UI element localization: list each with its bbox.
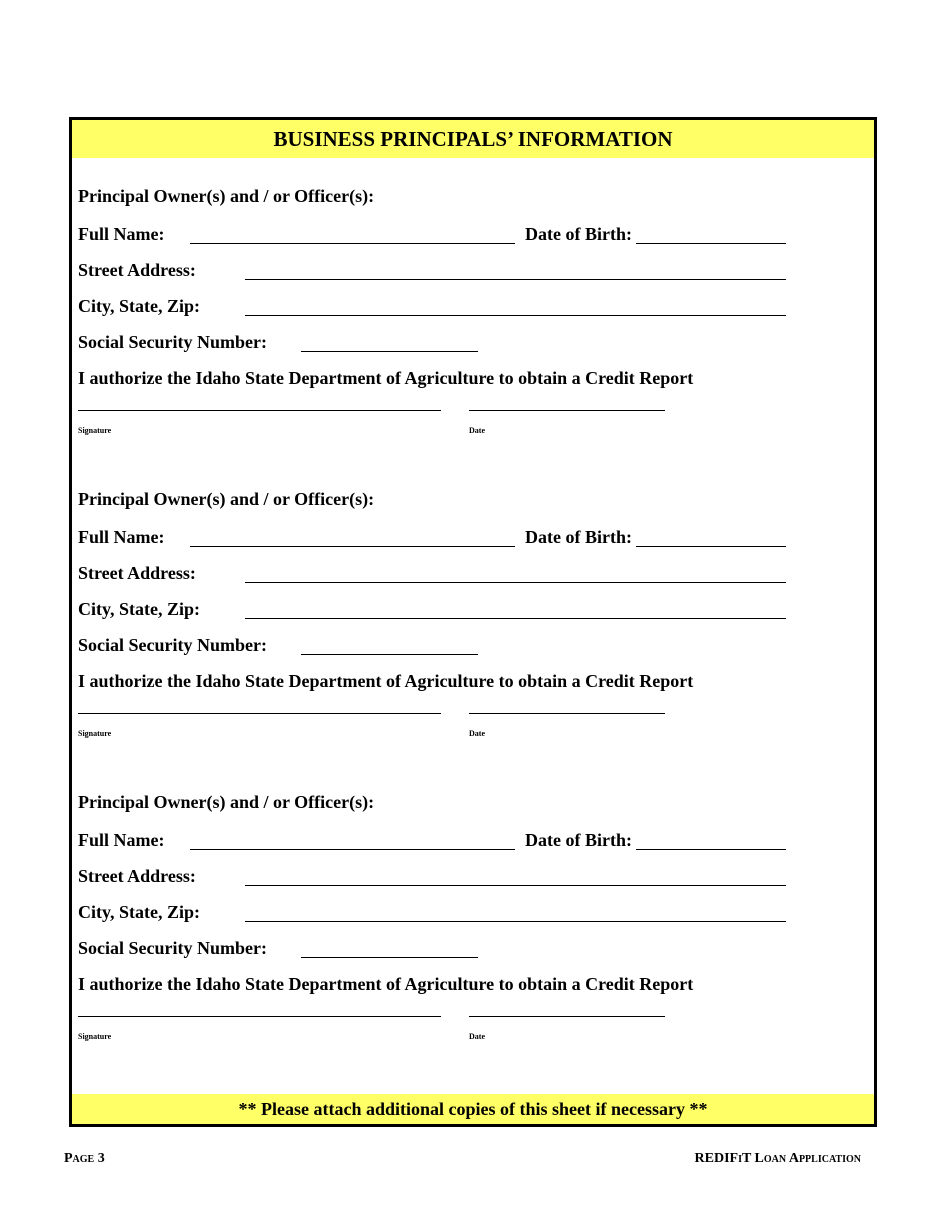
signature-field[interactable] [78,410,441,411]
date-label: Date [469,426,485,435]
dob-field[interactable] [636,243,786,244]
principal-heading: Principal Owner(s) and / or Officer(s): [78,489,375,509]
dob-label: Date of Birth: [525,830,632,850]
header-band [72,120,874,158]
attach-copies-note: ** Please attach additional copies of this sheet if necessary ** [238,1099,708,1119]
signature-field[interactable] [78,713,441,714]
dob-label: Date of Birth: [525,224,632,244]
city-state-zip-label: City, State, Zip: [78,296,201,316]
credit-authorization-text: I authorize the Idaho State Department of Agriculture to obtain a Credit Report [78,671,694,691]
ssn-field[interactable] [301,351,478,352]
street-address-field[interactable] [245,279,786,280]
dob-label: Date of Birth: [525,527,632,547]
ssn-field[interactable] [301,654,478,655]
ssn-label: Social Security Number: [78,332,267,352]
document-title: REDIFiT Loan Application [694,1151,861,1166]
street-address-field[interactable] [245,885,786,886]
dob-field[interactable] [636,849,786,850]
city-state-zip-field[interactable] [245,618,786,619]
page-number: Page 3 [64,1151,105,1166]
footer-band [72,1094,874,1124]
signature-field[interactable] [78,1016,441,1017]
ssn-field[interactable] [301,957,478,958]
city-state-zip-field[interactable] [245,315,786,316]
full-name-label: Full Name: [78,830,165,850]
principal-section-2 [72,488,874,768]
signature-date-field[interactable] [469,713,665,714]
city-state-zip-label: City, State, Zip: [78,902,201,922]
principal-heading: Principal Owner(s) and / or Officer(s): [78,792,375,812]
signature-label: Signature [78,426,112,435]
full-name-field[interactable] [190,546,515,547]
credit-authorization-text: I authorize the Idaho State Department of Agriculture to obtain a Credit Report [78,974,694,994]
full-name-label: Full Name: [78,527,165,547]
city-state-zip-field[interactable] [245,921,786,922]
principal-heading: Principal Owner(s) and / or Officer(s): [78,186,375,206]
full-name-label: Full Name: [78,224,165,244]
ssn-label: Social Security Number: [78,938,267,958]
street-address-field[interactable] [245,582,786,583]
city-state-zip-label: City, State, Zip: [78,599,201,619]
signature-date-field[interactable] [469,1016,665,1017]
signature-date-field[interactable] [469,410,665,411]
date-label: Date [469,1032,485,1041]
business-principals-form [69,117,877,1127]
signature-label: Signature [78,729,112,738]
ssn-label: Social Security Number: [78,635,267,655]
principal-section-3 [72,791,874,1071]
date-label: Date [469,729,485,738]
dob-field[interactable] [636,546,786,547]
full-name-field[interactable] [190,849,515,850]
principal-section-1 [72,185,874,465]
full-name-field[interactable] [190,243,515,244]
form-title: BUSINESS PRINCIPALS’ INFORMATION [273,127,673,151]
street-address-label: Street Address: [78,866,196,886]
signature-label: Signature [78,1032,112,1041]
credit-authorization-text: I authorize the Idaho State Department of Agriculture to obtain a Credit Report [78,368,694,388]
street-address-label: Street Address: [78,563,196,583]
street-address-label: Street Address: [78,260,196,280]
